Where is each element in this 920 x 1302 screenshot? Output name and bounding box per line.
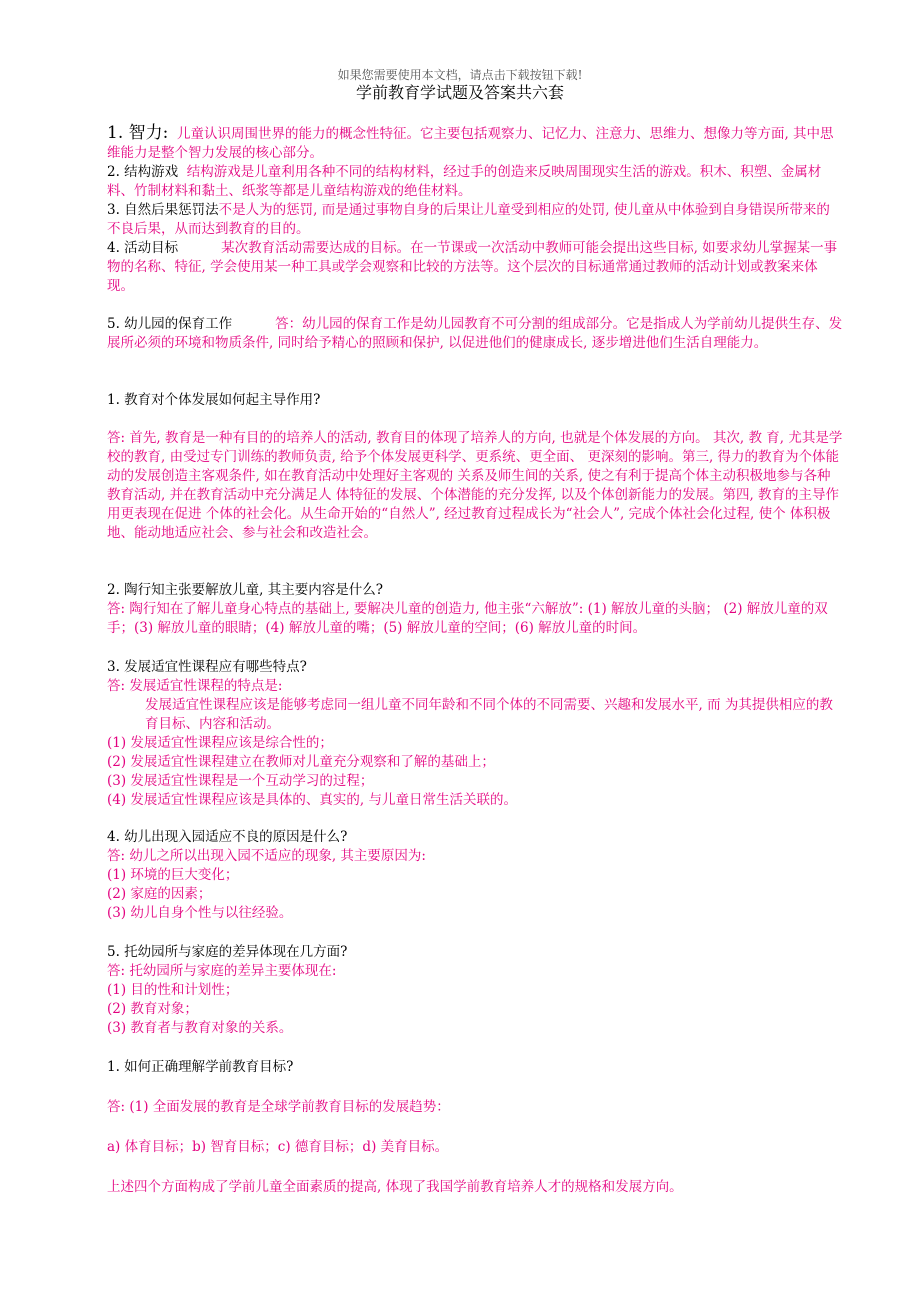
list-item: (3) 发展适宜性课程是一个互动学习的过程； <box>107 773 374 789</box>
term-text: 不是人为的惩罚, 而是通过事物自身的后果让儿童受到相应的处罚, 使儿童从中体验到自身错误所带来的不良后果，从而达到教育的目的。 <box>107 202 830 237</box>
term-label: 1. 智力: <box>107 123 169 143</box>
list-item: (1) 环境的巨大变化； <box>107 867 239 883</box>
term-text: 儿童认识周围世界的能力的概念性特征。它主要包括观察力、记忆力、注意力、思维力、想像力等方面, 其中思维能力是整个智力发展的核心部分。 <box>107 126 834 161</box>
question-text: 4. 幼儿出现入园适应不良的原因是什么? <box>107 829 348 845</box>
answer-text: a) 体育目标；b) 智育目标；c) 德育目标；d) 美育目标。 <box>107 1139 449 1155</box>
question-4 <box>107 828 843 923</box>
term-text: 某次教育活动需要达成的目标。在一节课或一次活动中教师可能会提出这些目标, 如要求幼儿掌握某一事物的名称、特征, 学会使用某一种工具或学会观察和比较的方法等。这个层次的目标通常通过教师的活动计划或教案来体现。 <box>107 240 838 294</box>
term-1 <box>107 124 843 163</box>
term-label: 5. 幼儿园的保育工作 <box>107 316 233 332</box>
list-item: (3) 幼儿自身个性与以往经验。 <box>107 905 293 921</box>
question-text: 2. 陶行知主张要解放儿童, 其主要内容是什么? <box>107 582 383 598</box>
question-text: 1. 教育对个体发展如何起主导作用? <box>107 392 321 408</box>
term-5-block <box>107 315 843 353</box>
term-2 <box>107 163 843 201</box>
term-4 <box>107 239 843 296</box>
list-item: (1) 发展适宜性课程应该是综合性的； <box>107 735 333 751</box>
term-text: 答：幼儿园的保育工作是幼儿园教育不可分割的组成部分。它是指成人为学前幼儿提供生存、发展所必须的环境和物质条件, 同时给予精心的照顾和保护, 以促进他们的健康成长, 逐步增进他们生活自理能力。 <box>107 316 843 351</box>
question-text: 1. 如何正确理解学前教育目标? <box>107 1059 294 1075</box>
answer-intro: 答: 幼儿之所以出现入园不适应的现象, 其主要原因为: <box>107 848 426 864</box>
answer-text: 答: 首先, 教育是一种有目的的培养人的活动, 教育目的体现了培养人的方向, 也就是个体发展的方向。 其次, 教 育, 尤其是学校的教育, 由受过专门训练的教师负责, 给予个体发展更科学、更系统、更全面、 更深刻的影响。第三, 得力的教育为个体能动的发展创造主客观条件, 如在教育活动中处理好主客观的 关系及师生间的关系, 使之有利于提高个体主动积极地参与各种教育活动, 并在教育活动中充分满足人 体特征的发展、个体潜能的充分发挥, 以及个体创新能力的发展。第四, 教育的主导作用更表现在促进 个体的社会化。从生命开始的“自然人”, 经过教育过程成长为“社会人”, 完成个体社会化过程, 使个 体积极地、能动地适应社会、参与社会和改造社会。 <box>107 430 843 541</box>
list-item: (2) 教育对象； <box>107 1001 198 1017</box>
answer-6-line-2 <box>107 1138 843 1157</box>
download-notice: 如果您需要使用本文档，请点击下载按钮下载! <box>337 68 583 82</box>
term-label: 4. 活动目标 <box>107 240 179 256</box>
answer-text: 答: (1) 全面发展的教育是全球学前教育目标的发展趋势： <box>107 1099 450 1115</box>
answer-paragraph: 发展适宜性课程应该是能够考虑同一组儿童不同年龄和不同个体的不同需要、兴趣和发展水平, 而 为其提供相应的教育目标、内容和活动。 <box>145 697 833 732</box>
term-definitions <box>107 124 843 296</box>
answer-text: 上述四个方面构成了学前儿童全面素质的提高, 体现了我国学前教育培养人才的规格和发展方向。 <box>107 1179 683 1195</box>
list-item: (1) 目的性和计划性； <box>107 982 239 998</box>
question-6 <box>107 1058 843 1077</box>
term-label: 3. 自然后果惩罚法 <box>107 202 219 218</box>
document-title: 学前教育学试题及答案共六套 <box>355 83 564 102</box>
answer-6-line-3 <box>107 1178 843 1197</box>
list-item: (3) 教育者与教育对象的关系。 <box>107 1020 293 1036</box>
question-5 <box>107 943 843 1038</box>
question-1 <box>107 391 843 410</box>
question-text: 5. 托幼园所与家庭的差异体现在几方面? <box>107 944 348 960</box>
term-label: 2. 结构游戏 <box>107 164 179 180</box>
question-3 <box>107 658 843 810</box>
answer-text: 答: 陶行知在了解儿童身心特点的基础上, 要解决儿童的创造力, 他主张“六解放”: (1) 解放儿童的头脑； (2) 解放儿童的双手；(3) 解放儿童的眼睛；(4) 解放儿童的嘴；(5) 解放儿童的空间；(6) 解放儿童的时间。 <box>107 601 828 636</box>
answer-intro: 答: 发展适宜性课程的特点是: <box>107 678 283 694</box>
list-item: (4) 发展适宜性课程应该是具体的、真实的, 与儿童日常生活关联的。 <box>107 792 517 808</box>
term-3 <box>107 201 843 239</box>
list-item: (2) 家庭的因素； <box>107 886 212 902</box>
list-item: (2) 发展适宜性课程建立在教师对儿童充分观察和了解的基础上； <box>107 754 495 770</box>
answer-6-line-1 <box>107 1098 843 1117</box>
question-2 <box>107 581 843 638</box>
term-5 <box>107 315 843 353</box>
answer-intro: 答: 托幼园所与家庭的差异主要体现在: <box>107 963 337 979</box>
question-text: 3. 发展适宜性课程应有哪些特点? <box>107 659 307 675</box>
term-text: 结构游戏是儿童利用各种不同的结构材料，经过手的创造来反映周围现实生活的游戏。积木、积塑、金属材料、竹制材料和黏土、纸浆等都是儿童结构游戏的绝佳材料。 <box>107 164 822 199</box>
answer-1 <box>107 429 843 543</box>
